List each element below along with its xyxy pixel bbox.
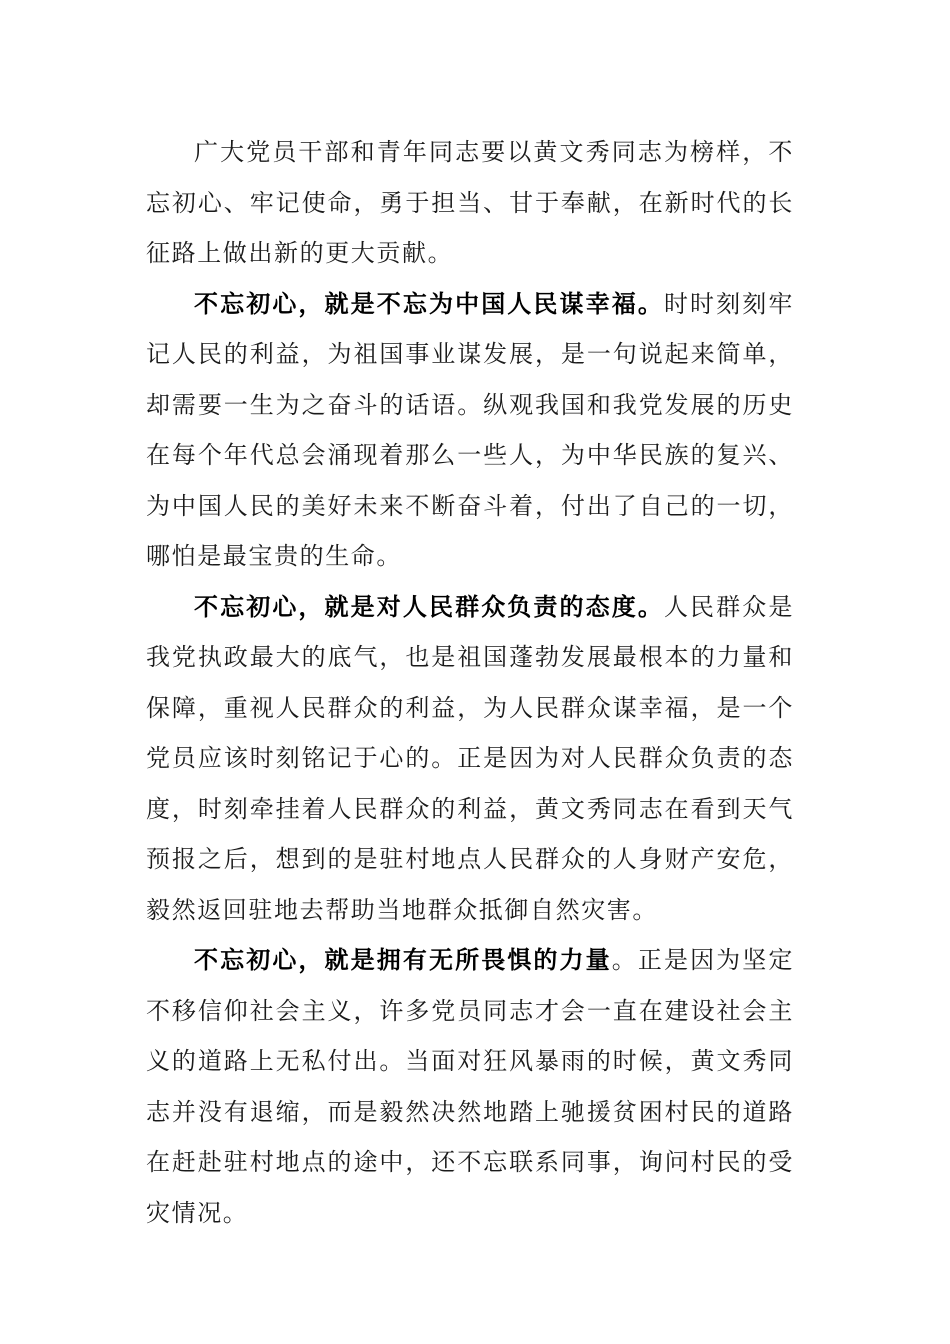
paragraph-fearless — [146, 935, 794, 1238]
paragraph-intro — [146, 127, 794, 279]
paragraph-text: 。正是因为坚定不移信仰社会主义，许多党员同志才会一直在建设社会主义的道路上无私付出。当面对狂风暴雨的时候，黄文秀同志并没有退缩，而是毅然决然地踏上驰援贫困村民的道路在赶赴驻村地点的途中，还不忘联系同事，询问村民的受灾情况。 — [146, 946, 795, 1227]
paragraph-lead: 不忘初心，就是不忘为中国人民谋幸福。 — [194, 288, 664, 318]
paragraph-lead: 不忘初心，就是拥有无所畏惧的力量 — [194, 945, 612, 974]
paragraph-text: 广大党员干部和青年同志要以黄文秀同志为榜样，不忘初心、牢记使命，勇于担当、甘于奉献，在新时代的长征路上做出新的更大贡献。 — [146, 138, 794, 267]
paragraph-lead: 不忘初心，就是对人民群众负责的态度。 — [194, 591, 664, 621]
paragraph-text: 时时刻刻牢记人民的利益，为祖国事业谋发展，是一句说起来简单，却需要一生为之奋斗的话语。纵观我国和我党发展的历史在每个年代总会涌现着那么一些人，为中华民族的复兴、为中国人民的美好未来不断奋斗着，付出了自己的一切，哪怕是最宝贵的生命。 — [146, 289, 794, 570]
paragraph-responsibility — [146, 582, 794, 936]
paragraph-happiness — [146, 279, 794, 582]
paragraph-text: 人民群众是我党执政最大的底气，也是祖国蓬勃发展最根本的力量和保障，重视人民群众的利益，为人民群众谋幸福，是一个党员应该时刻铭记于心的。正是因为对人民群众负责的态度，时刻牵挂着人民群众的利益，黄文秀同志在看到天气预报之后，想到的是驻村地点人民群众的人身财产安危，毅然返回驻地去帮助当地群众抵御自然灾害。 — [146, 592, 794, 924]
document-body — [146, 127, 794, 1238]
